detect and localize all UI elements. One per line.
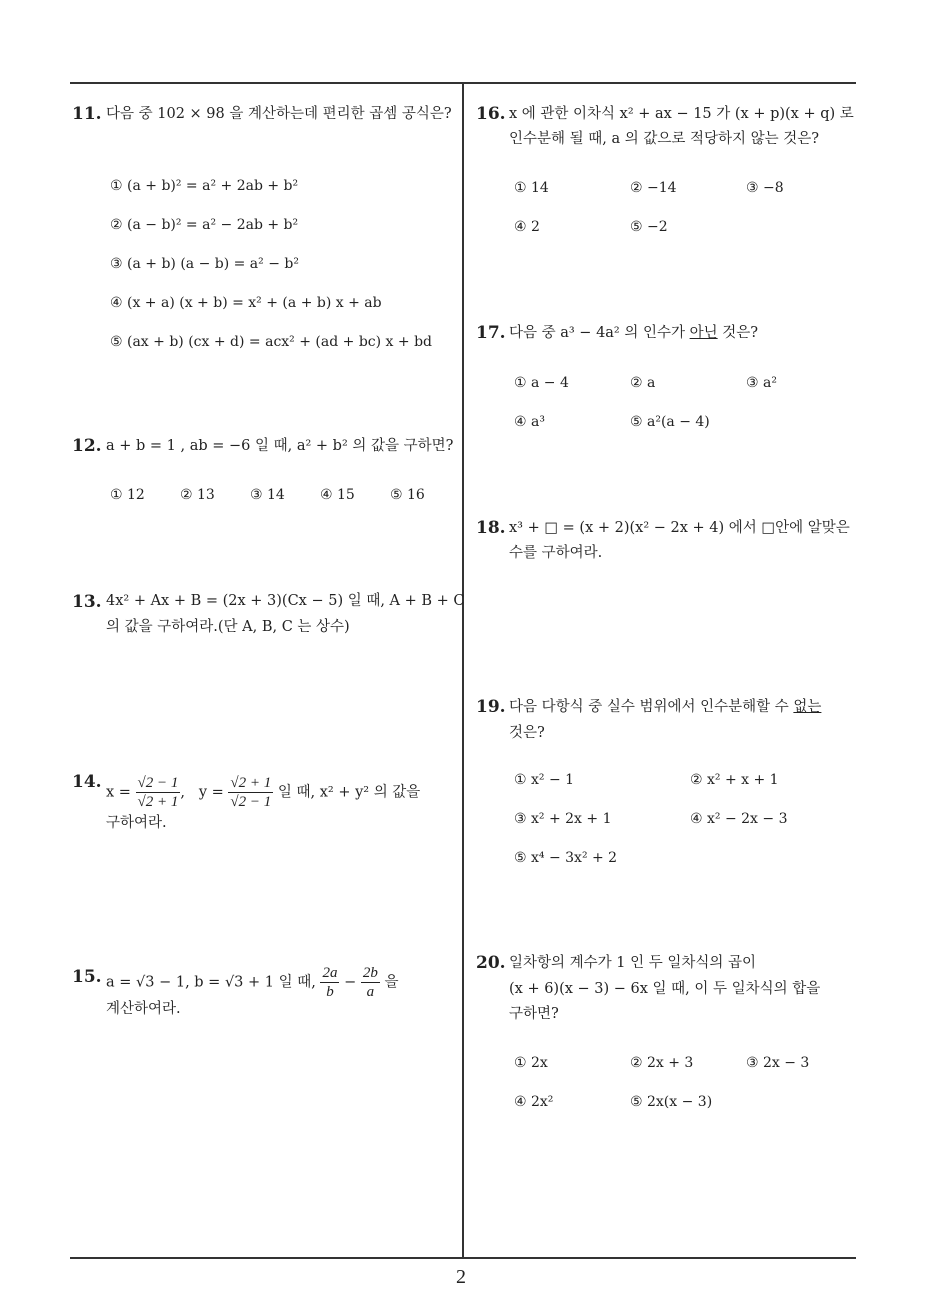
question-number: 19. xyxy=(476,697,506,717)
column-divider xyxy=(462,82,464,1258)
numerator: 2a xyxy=(322,965,338,981)
option: ① a − 4 xyxy=(514,375,569,391)
option: ③ 14 xyxy=(250,487,285,503)
option: ② (a − b)² = a² − 2ab + b² xyxy=(110,217,299,233)
question-number: 16. xyxy=(476,104,506,124)
question-text: 구하여라. xyxy=(106,815,167,831)
question-number: 18. xyxy=(476,518,506,538)
question-text: 것은? xyxy=(509,725,545,741)
question-number: 20. xyxy=(476,953,506,973)
option: ① 14 xyxy=(514,180,549,196)
underlined-word: 없는 xyxy=(793,699,822,715)
question-text xyxy=(509,694,821,721)
option: ③ x² + 2x + 1 xyxy=(514,811,612,827)
option: ② x² + x + 1 xyxy=(690,772,779,788)
option: ④ 15 xyxy=(320,487,355,503)
option: ⑤ −2 xyxy=(630,219,668,235)
question-text xyxy=(509,320,758,347)
fraction-2a-b xyxy=(320,964,339,1001)
denominator: √2 + 1 xyxy=(137,794,179,810)
question-text: 을 xyxy=(384,974,399,991)
option: ② a xyxy=(630,375,656,391)
option: ② −14 xyxy=(630,180,677,196)
denominator: b xyxy=(326,984,334,1000)
minus-sign: − xyxy=(344,974,357,991)
question-text: 계산하여라. xyxy=(106,1001,181,1017)
option: ④ a³ xyxy=(514,414,545,430)
option: ⑤ x⁴ − 3x² + 2 xyxy=(514,850,618,866)
option: ⑤ (ax + b) (cx + d) = acx² + (ad + bc) x + bd xyxy=(110,334,432,350)
question-text: 수를 구하여라. xyxy=(509,545,603,561)
question-text: 다음 중 102 × 98 을 계산하는데 편리한 곱셈 공식은? xyxy=(106,106,452,122)
question-text: 구하면? xyxy=(509,1006,559,1022)
denominator: √2 − 1 xyxy=(230,794,272,810)
question-text: x³ + □ = (x + 2)(x² − 2x + 4) 에서 □안에 알맞은 xyxy=(509,520,850,536)
option: ① x² − 1 xyxy=(514,772,575,788)
page-number: 2 xyxy=(456,1266,466,1288)
question-number: 13. xyxy=(72,592,102,612)
denominator: a xyxy=(366,984,375,1000)
option: ④ 2 xyxy=(514,219,540,235)
question-text: (x + 6)(x − 3) − 6x 일 때, 이 두 일차식의 합을 xyxy=(509,981,821,997)
numerator: √2 + 1 xyxy=(230,775,272,791)
option: ⑤ a²(a − 4) xyxy=(630,414,710,430)
underlined-word: 아닌 xyxy=(689,325,718,341)
fraction-2b-a xyxy=(361,964,380,1001)
option: ② 2x + 3 xyxy=(630,1055,694,1071)
question-number: 17. xyxy=(476,323,506,343)
option: ② 13 xyxy=(180,487,215,503)
fraction-x xyxy=(136,774,181,811)
option: ① 2x xyxy=(514,1055,548,1071)
option: ④ 2x² xyxy=(514,1094,554,1110)
question-number: 12. xyxy=(72,436,102,456)
separator: , xyxy=(180,784,186,801)
numerator: 2b xyxy=(362,965,378,981)
fraction-y xyxy=(228,774,273,811)
question-text: a + b = 1 , ab = −6 일 때, a² + b² 의 값을 구하면? xyxy=(106,438,454,454)
option: ④ (x + a) (x + b) = x² + (a + b) x + ab xyxy=(110,295,382,311)
question-text: 일차항의 계수가 1 인 두 일차식의 곱이 xyxy=(509,955,756,971)
question-text: 의 값을 구하여라.(단 A, B, C 는 상수) xyxy=(106,619,350,635)
option: ① (a + b)² = a² + 2ab + b² xyxy=(110,178,299,194)
question-text: 인수분해 될 때, a 의 값으로 적당하지 않는 것은? xyxy=(509,131,820,147)
option: ③ a² xyxy=(746,375,777,391)
option: ① 12 xyxy=(110,487,145,503)
question-number: 15. xyxy=(72,967,102,987)
option: ⑤ 16 xyxy=(390,487,425,503)
question-text-pre: 다음 중 a³ − 4a² 의 인수가 xyxy=(509,325,685,341)
question-text: a = √3 − 1, b = √3 + 1 일 때, xyxy=(106,974,316,991)
option: ③ −8 xyxy=(746,180,784,196)
question-text: x 에 관한 이차식 x² + ax − 15 가 (x + p)(x + q) 로 xyxy=(509,106,854,122)
option: ④ x² − 2x − 3 xyxy=(690,811,788,827)
numerator: √2 − 1 xyxy=(137,775,179,791)
question-text: 일 때, x² + y² 의 값을 xyxy=(277,784,421,801)
question-number: 14. xyxy=(72,772,102,792)
question-text-pre: 다음 다항식 중 실수 범위에서 인수분해할 수 xyxy=(509,699,789,715)
question-text-post: 것은? xyxy=(722,325,759,341)
y-lhs: y = xyxy=(198,784,224,801)
option: ⑤ 2x(x − 3) xyxy=(630,1094,713,1110)
option: ③ (a + b) (a − b) = a² − b² xyxy=(110,256,299,272)
question-number: 11. xyxy=(72,104,102,124)
option: ③ 2x − 3 xyxy=(746,1055,810,1071)
question-text: 4x² + Ax + B = (2x + 3)(Cx − 5) 일 때, A + B + C xyxy=(106,593,465,609)
x-lhs: x = xyxy=(106,784,131,801)
question-formula xyxy=(106,774,420,811)
